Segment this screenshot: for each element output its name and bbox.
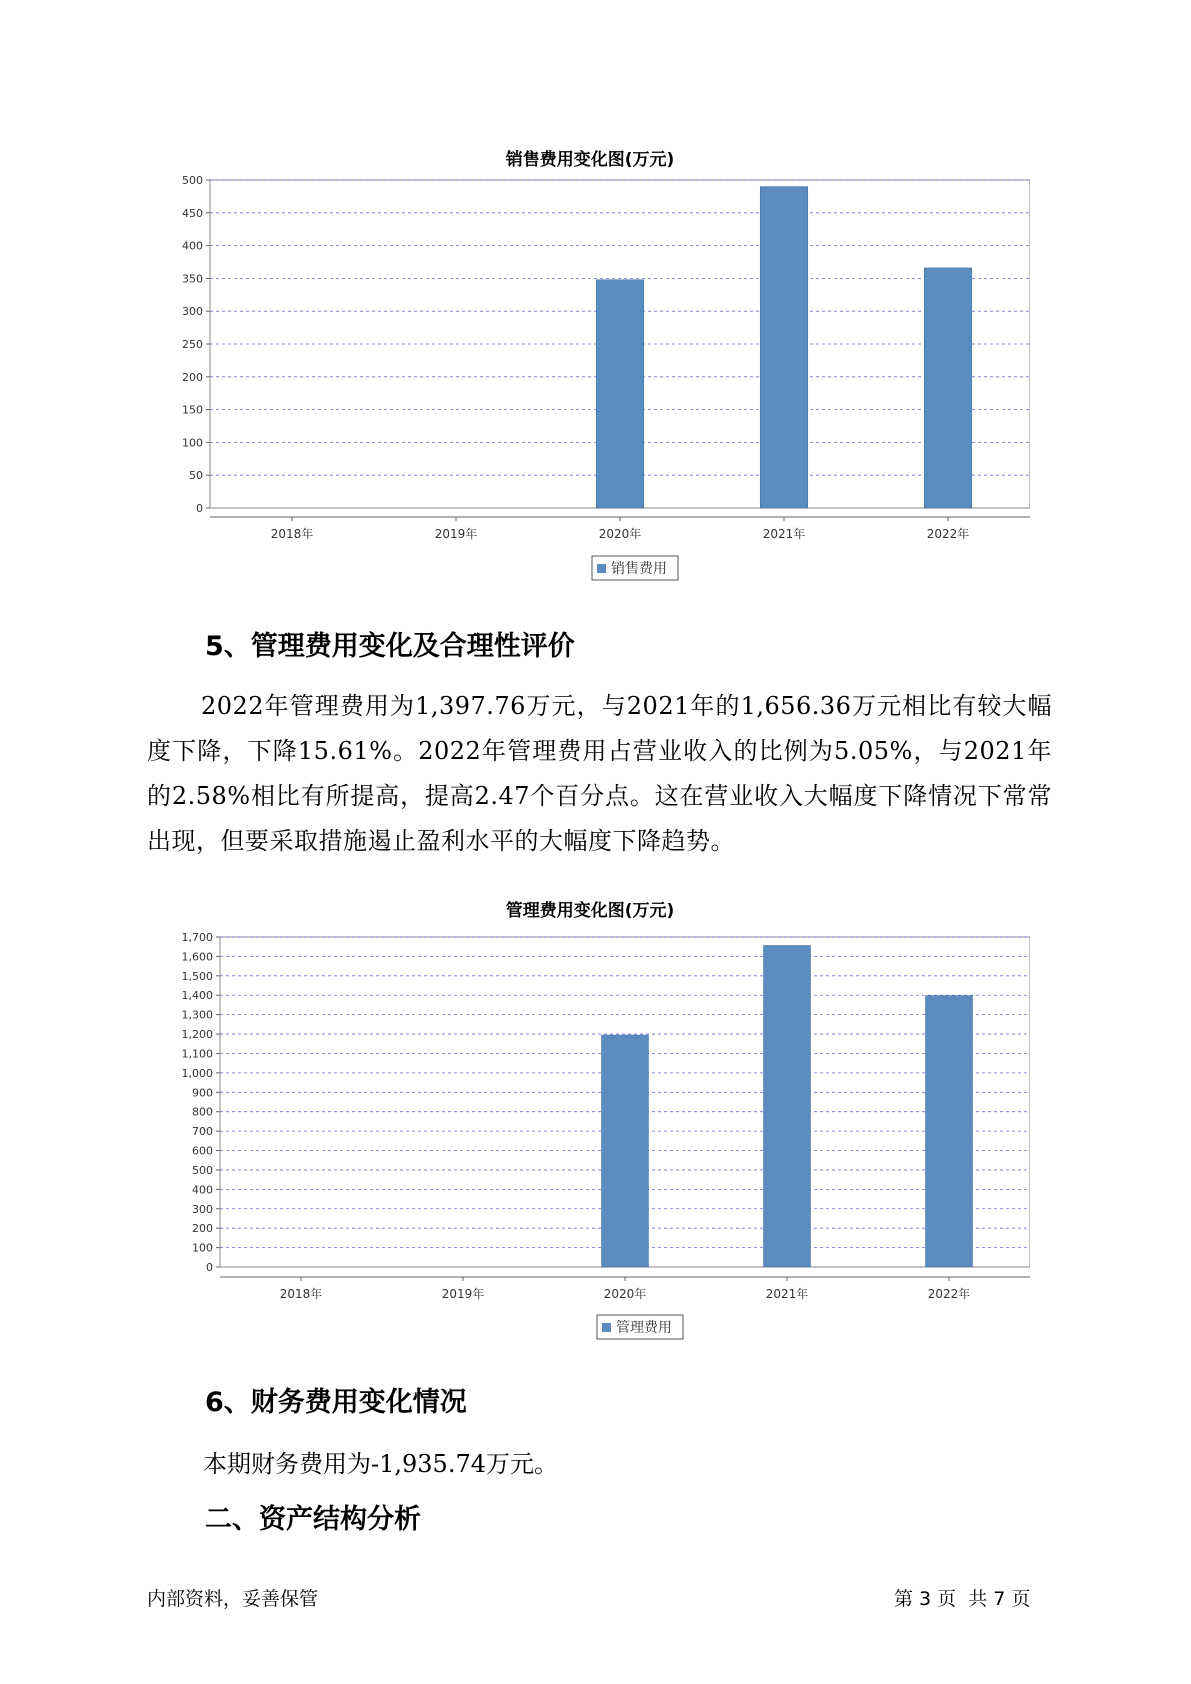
y-tick-label: 1,500	[181, 969, 213, 983]
footer-confidential-note: 内部资料，妥善保管	[147, 1588, 319, 1610]
y-tick-label: 100	[192, 1241, 213, 1255]
y-tick-label: 1,000	[181, 1066, 213, 1080]
y-tick-label: 1,700	[181, 931, 213, 944]
bar-2022年	[926, 996, 973, 1267]
y-tick-label: 300	[192, 1202, 213, 1216]
y-tick-label: 900	[192, 1086, 213, 1100]
section-two-heading: 二、资产结构分析	[205, 1504, 421, 1535]
footer-page-number: 第 3 页 共 7 页	[894, 1588, 1031, 1610]
x-tick-label: 2022年	[927, 1287, 971, 1301]
y-tick-label: 450	[182, 206, 203, 220]
x-tick-label: 2019年	[434, 527, 478, 541]
y-tick-label: 1,300	[181, 1008, 213, 1022]
y-tick-label: 0	[206, 1261, 213, 1274]
legend-label: 销售费用	[611, 561, 667, 577]
y-tick-label: 700	[192, 1125, 213, 1139]
legend-swatch	[602, 1323, 611, 1332]
y-tick-label: 200	[182, 370, 203, 384]
y-tick-label: 1,200	[181, 1028, 213, 1042]
x-tick-label: 2020年	[598, 527, 642, 541]
y-tick-label: 500	[182, 174, 203, 187]
x-tick-label: 2021年	[765, 1287, 809, 1301]
bar-2021年	[760, 187, 808, 508]
y-tick-label: 1,400	[181, 989, 213, 1003]
y-tick-label: 400	[192, 1183, 213, 1197]
y-tick-label: 800	[192, 1105, 213, 1119]
legend	[597, 1315, 683, 1339]
x-tick-label: 2018年	[279, 1287, 323, 1301]
bar-2022年	[924, 268, 972, 508]
legend-swatch	[597, 564, 606, 573]
y-tick-label: 200	[192, 1222, 213, 1236]
y-tick-label: 250	[182, 338, 203, 351]
x-tick-label: 2021年	[762, 527, 806, 541]
section-6-heading: 6、财务费用变化情况	[205, 1387, 467, 1418]
x-tick-label: 2022年	[926, 527, 970, 541]
section-6-paragraph: 本期财务费用为-1,935.74万元。	[203, 1450, 558, 1478]
x-tick-label: 2020年	[603, 1287, 647, 1301]
x-tick-label: 2019年	[441, 1287, 485, 1301]
sales-expense-bar-chart	[150, 172, 1030, 592]
bar-2021年	[764, 945, 811, 1267]
bar-2020年	[602, 1035, 649, 1267]
chart-title-sales-expense: 销售费用变化图(万元)	[505, 150, 675, 170]
y-tick-label: 1,100	[181, 1047, 213, 1061]
y-tick-label: 500	[192, 1163, 213, 1177]
y-tick-label: 300	[182, 305, 203, 319]
chart-title-admin-expense: 管理费用变化图(万元)	[505, 901, 675, 921]
x-tick-label: 2018年	[270, 527, 314, 541]
section-5-paragraph: 2022年管理费用为1,397.76万元，与2021年的1,656.36万元相比有较大幅度下降，下降15.61%。2022年管理费用占营业收入的比例为5.05%，与2021年的2.58%相比有所提高，提高2.47个百分点。这在营业收入大幅度下降情况下常常出现，但要采取措施遏止盈利水平的大幅度下降趋势。	[147, 692, 1052, 855]
y-tick-label: 600	[192, 1144, 213, 1158]
section-5-heading: 5、管理费用变化及合理性评价	[205, 631, 575, 662]
legend	[592, 556, 678, 580]
admin-expense-bar-chart	[150, 925, 1030, 1345]
y-tick-label: 400	[182, 239, 203, 253]
y-tick-label: 0	[196, 502, 203, 515]
y-tick-label: 150	[182, 403, 203, 417]
bar-2020年	[596, 280, 644, 508]
y-tick-label: 350	[182, 272, 203, 286]
legend-label: 管理费用	[616, 1320, 672, 1336]
y-tick-label: 50	[189, 469, 203, 483]
y-tick-label: 1,600	[181, 950, 213, 964]
y-tick-label: 100	[182, 436, 203, 450]
